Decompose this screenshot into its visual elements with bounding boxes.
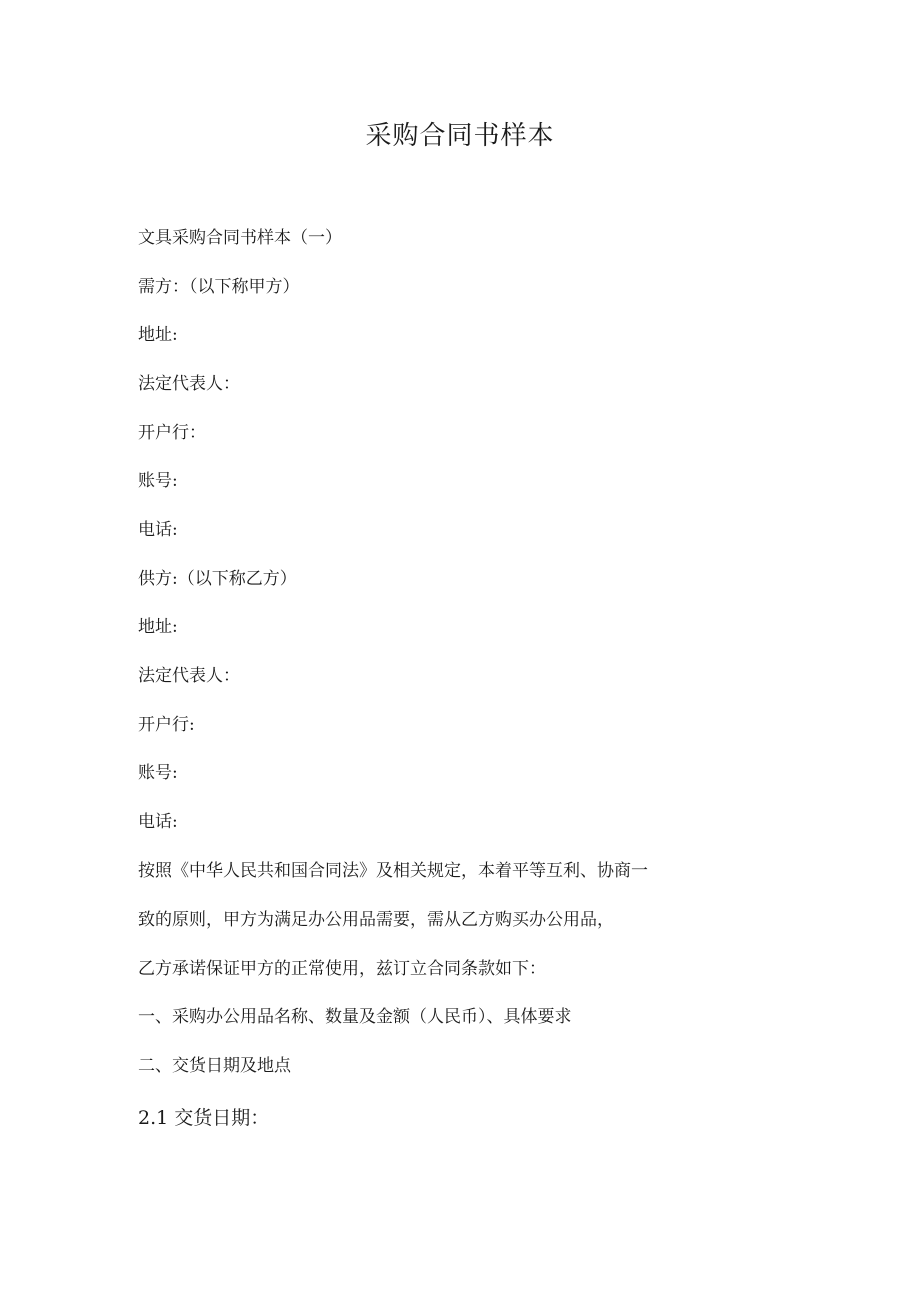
buyer-line: 需方：（以下称甲方）: [138, 277, 300, 297]
buyer-legal-rep-line: 法定代表人：: [138, 374, 240, 394]
supplier-address-line: 地址:: [138, 617, 178, 637]
document-title: 采购合同书样本: [365, 121, 555, 151]
supplier-line: 供方:（以下称乙方）: [138, 569, 297, 589]
preamble-line-2: 致的原则，甲方为满足办公用品需要，需从乙方购买办公用品，: [138, 910, 614, 930]
buyer-phone-line: 电话:: [138, 520, 178, 540]
subtitle-line: 文具采购合同书样本（一）: [138, 228, 342, 248]
supplier-legal-rep-line: 法定代表人：: [138, 666, 240, 686]
buyer-account-line: 账号:: [138, 471, 178, 491]
preamble-line-1: 按照《中华人民共和国合同法》及相关规定，本着平等互利、协商一: [138, 861, 648, 881]
buyer-bank-line: 开户行：: [138, 423, 206, 443]
supplier-account-line: 账号:: [138, 763, 178, 783]
buyer-address-line: 地址:: [138, 325, 178, 345]
supplier-phone-line: 电话:: [138, 812, 178, 832]
section-heading-2: 二、交货日期及地点: [138, 1056, 291, 1076]
supplier-bank-line: 开户行:: [138, 715, 195, 735]
clause-2-1: 2.1 交货日期：: [138, 1107, 270, 1129]
preamble-line-3: 乙方承诺保证甲方的正常使用，兹订立合同条款如下：: [138, 959, 546, 979]
section-heading-1: 一、采购办公用品名称、数量及金额（人民币）、具体要求: [138, 1007, 572, 1027]
